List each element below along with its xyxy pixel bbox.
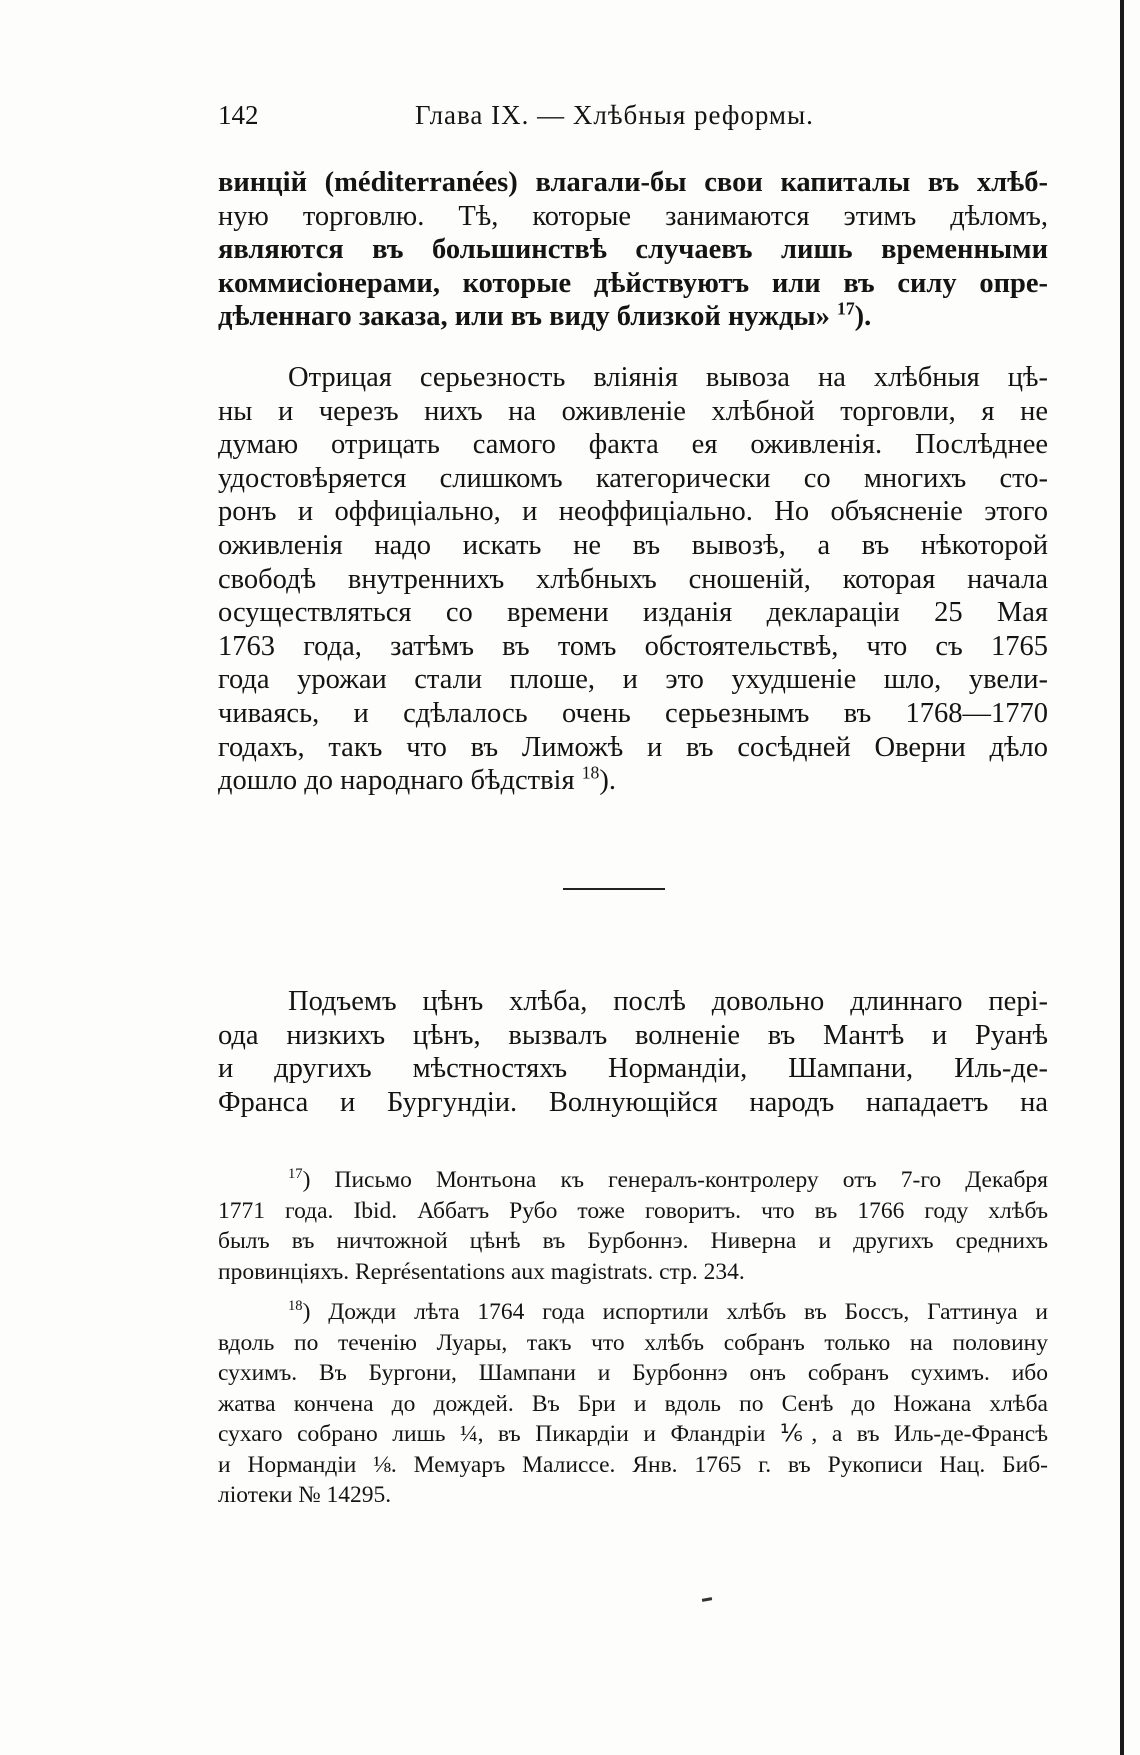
footnote-mark: 18 <box>288 1298 303 1315</box>
text-line: Отрицая серьезность вліянія вывоза на хлѣбныя цѣ- <box>288 362 1048 393</box>
footnote-line: былъ въ ничтожной цѣнѣ въ Бурбоннэ. Ниверна и другихъ среднихъ <box>218 1228 1048 1254</box>
footnote-line <box>218 1297 1048 1328</box>
text-line: удостовѣряется слишкомъ категорически со многихъ сто- <box>218 462 1048 494</box>
text-line: ода низкихъ цѣнъ, вызвалъ волненіе въ Мантѣ и Руанѣ <box>218 1019 1048 1051</box>
text-line <box>218 300 1048 334</box>
paragraph-3 <box>218 985 1048 1119</box>
text-line: 1763 года, затѣмъ въ томъ обстоятельствѣ, что съ 1765 <box>218 630 1048 662</box>
text-line: ронъ и оффиціально, и неоффиціально. Но объясненіе этого <box>218 496 1048 528</box>
closing-punct: ). <box>854 301 872 333</box>
stray-ink-mark <box>702 1597 712 1602</box>
text-line: коммисіонерами, которые дѣйствуютъ или въ силу опре- <box>218 267 1048 299</box>
text-line <box>218 764 1048 798</box>
text-line: Франса и Бургундіи. Волнующійся народъ нападаетъ на <box>218 1086 1048 1118</box>
text-line: являются въ большинствѣ случаевъ лишь временными <box>218 234 1048 266</box>
text-line: чиваясь, и сдѣлалось очень серьезнымъ въ 1768—1770 <box>218 697 1048 729</box>
text-line: ны и черезъ нихъ на оживленіе хлѣбной торговли, я не <box>218 395 1048 427</box>
text-line: свободѣ внутреннихъ хлѣбныхъ сношеній, которая начала <box>218 563 1048 595</box>
text-line: и другихъ мѣстностяхъ Нормандіи, Шампани, Иль-де- <box>218 1053 1048 1085</box>
paragraph-1 <box>218 166 1048 334</box>
text-line: года урожаи стали плоше, и это ухудшеніе шло, увели- <box>218 664 1048 696</box>
footnote-line: 1771 года. Ibid. Аббатъ Рубо тоже говоритъ. что въ 1766 году хлѣбъ <box>218 1197 1048 1224</box>
footnote-ref-18[interactable]: 18 <box>581 762 600 783</box>
paragraph-2 <box>218 361 1048 798</box>
text-line-content: дѣленнаго заказа, или въ виду близкой нужды» <box>218 301 830 333</box>
page-edge-line <box>1120 0 1124 1755</box>
closing-punct: ). <box>599 765 616 797</box>
footnote-line: провинціяхъ. Représentations aux magistrats. стр. 234. <box>218 1258 745 1285</box>
running-head: Глава IX. — Хлѣбныя реформы. <box>415 100 814 130</box>
footnote-ref-17[interactable]: 17 <box>836 298 855 319</box>
text-line: винцій (méditerranées) влагали-бы свои капиталы въ хлѣб- <box>218 167 1048 198</box>
section-divider <box>563 888 665 890</box>
text-line: осуществляться со времени изданія деклараціи 25 Мая <box>218 597 1048 629</box>
text-line: думаю отрицать самого факта ея оживленія. Послѣднее <box>218 429 1048 461</box>
footnote-18 <box>218 1297 1048 1511</box>
page-number: 142 <box>218 100 259 130</box>
text-line: Подъемъ цѣнъ хлѣба, послѣ довольно длиннаго пері- <box>288 986 1048 1017</box>
footnote-line: жатва кончена до дождей. Въ Бри и вдоль по Сенѣ до Ножана хлѣба <box>218 1390 1048 1417</box>
text-line: оживленія надо искать не въ вывозѣ, а въ нѣкоторой <box>218 529 1048 561</box>
footnote-line: и Нормандіи ⅛. Мемуаръ Малиссе. Янв. 1765 г. въ Рукописи Нац. Биб- <box>218 1451 1048 1478</box>
footnote-line: сухаго собрано лишь ¼, въ Пикардіи и Фландріи ⅙, а въ Иль-де-Франсѣ <box>218 1421 1048 1447</box>
footnote-line: ліотеки № 14295. <box>218 1482 392 1508</box>
footnote-mark: 17 <box>288 1166 303 1183</box>
text-line-content: дошло до народнаго бѣдствія <box>218 765 575 797</box>
footnote-line: сухимъ. Въ Бургони, Шампани и Бурбоннэ онъ собранъ сухимъ. ибо <box>218 1360 1048 1386</box>
text-line: ную торговлю. Тѣ, которые занимаются этимъ дѣломъ, <box>218 200 1048 232</box>
footnotes <box>218 1165 1048 1521</box>
footnote-line: вдоль по теченію Луары, такъ что хлѣбъ собранъ только на половину <box>218 1329 1048 1356</box>
text-line: годахъ, такъ что въ Лиможѣ и въ сосѣдней Оверни дѣло <box>218 731 1048 763</box>
footnote-text: ) Дожди лѣта 1764 года испортили хлѣбъ въ Боссъ, Гаттинуа и <box>302 1299 1048 1325</box>
footnote-17 <box>218 1165 1048 1287</box>
footnote-text: ) Письмо Монтьона къ генералъ-контролеру отъ 7-го Декабря <box>302 1167 1048 1193</box>
footnote-line <box>218 1165 1048 1196</box>
